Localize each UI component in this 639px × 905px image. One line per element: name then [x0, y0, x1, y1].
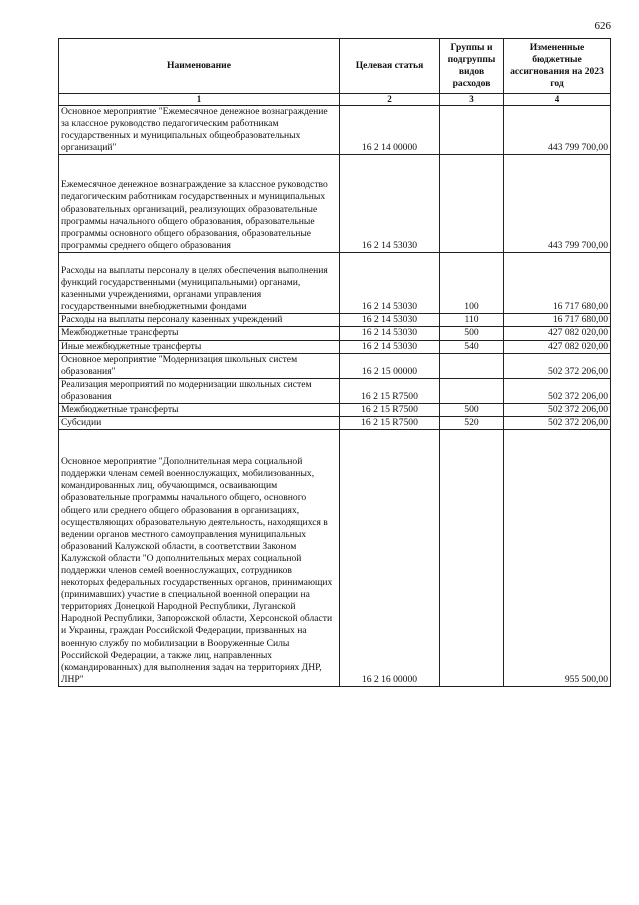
- table-row: [59, 252, 611, 313]
- table-row: [59, 327, 611, 340]
- row-group: [440, 353, 504, 378]
- header-group: Группы и подгруппы видов расходов: [440, 39, 504, 94]
- table-row: [59, 353, 611, 378]
- row-code: 16 2 14 53030: [340, 252, 440, 313]
- row-group: [440, 106, 504, 155]
- row-amount: 955 500,00: [504, 430, 611, 687]
- row-group: 110: [440, 314, 504, 327]
- row-code: 16 2 14 53030: [340, 155, 440, 253]
- column-number: 4: [504, 94, 611, 106]
- column-number: 2: [340, 94, 440, 106]
- row-code: 16 2 14 00000: [340, 106, 440, 155]
- row-group: [440, 430, 504, 687]
- row-name: Межбюджетные трансферты: [59, 403, 340, 416]
- row-code: 16 2 15 R7500: [340, 403, 440, 416]
- table-row: [59, 403, 611, 416]
- row-amount: 427 082 020,00: [504, 340, 611, 353]
- row-code: 16 2 14 53030: [340, 327, 440, 340]
- row-group: 500: [440, 327, 504, 340]
- row-name: Расходы на выплаты персоналу казенных учреждений: [59, 314, 340, 327]
- row-name: Субсидии: [59, 417, 340, 430]
- row-name: Основное мероприятие "Дополнительная мера социальной поддержки членам семей военнослужащих, мобилизованных, командированных лиц, обучающимся, осваивающим образовательные программы начального общего, основного общего или среднего общего образования в организациях, осуществляющих образовательную деятельность, находящихся в ведении органов местного самоуправления муниципальных образований Калужской области, в соответствии Законом Калужской области "О дополнительных мерах социальной поддержки членов семей военнослужащих, сотрудников некоторых федеральных государственных органов, принимающих (принимавших) участие в специальной военной операции на территориях Донецкой Народной Республики, Луганской Народной Республики, Запорожской области, Херсонской области и Украины, граждан Российской Федерации, призванных на военную службу по мобилизации в Вооруженные Силы Российской Федерации, а также лиц, направленных (командированных) для выполнения задач на территориях ДНР, ЛНР": [59, 430, 340, 687]
- row-amount: 502 372 206,00: [504, 353, 611, 378]
- table-row: [59, 430, 611, 687]
- table-row: [59, 340, 611, 353]
- page-number: 626: [594, 20, 611, 32]
- column-number: 3: [440, 94, 504, 106]
- row-amount: 443 799 700,00: [504, 155, 611, 253]
- table-row: [59, 378, 611, 403]
- row-group: 100: [440, 252, 504, 313]
- header-name: Наименование: [59, 39, 340, 94]
- table-row: [59, 106, 611, 155]
- row-amount: 16 717 680,00: [504, 314, 611, 327]
- budget-table: [58, 38, 611, 687]
- row-amount: 16 717 680,00: [504, 252, 611, 313]
- row-group: 520: [440, 417, 504, 430]
- row-amount: 502 372 206,00: [504, 417, 611, 430]
- row-name: Межбюджетные трансферты: [59, 327, 340, 340]
- row-code: 16 2 15 R7500: [340, 417, 440, 430]
- row-code: 16 2 14 53030: [340, 340, 440, 353]
- column-numbers-row: [59, 94, 611, 106]
- header-amount: Измененные бюджетные ассигнования на 2023 год: [504, 39, 611, 94]
- row-name: Основное мероприятие "Модернизация школьных систем образования": [59, 353, 340, 378]
- row-code: 16 2 15 R7500: [340, 378, 440, 403]
- table-row: [59, 417, 611, 430]
- row-name: Ежемесячное денежное вознаграждение за классное руководство педагогическим работникам государственных и муниципальных образовательных организаций, реализующих образовательные программы начального общего образования, образовательные программы основного общего образования, образовательные программы среднего общего образования: [59, 155, 340, 253]
- table-row: [59, 314, 611, 327]
- row-code: 16 2 16 00000: [340, 430, 440, 687]
- row-amount: 502 372 206,00: [504, 403, 611, 416]
- row-group: 540: [440, 340, 504, 353]
- row-group: [440, 378, 504, 403]
- row-name: Реализация мероприятий по модернизации школьных систем образования: [59, 378, 340, 403]
- row-name: Расходы на выплаты персоналу в целях обеспечения выполнения функций государственными (муниципальными) органами, казенными учреждениями, органами управления государственными внебюджетными фондами: [59, 252, 340, 313]
- row-group: 500: [440, 403, 504, 416]
- row-amount: 502 372 206,00: [504, 378, 611, 403]
- header-row: [59, 39, 611, 94]
- row-code: 16 2 15 00000: [340, 353, 440, 378]
- column-number: 1: [59, 94, 340, 106]
- row-name: Иные межбюджетные трансферты: [59, 340, 340, 353]
- row-group: [440, 155, 504, 253]
- row-code: 16 2 14 53030: [340, 314, 440, 327]
- row-amount: 427 082 020,00: [504, 327, 611, 340]
- row-name: Основное мероприятие "Ежемесячное денежное вознаграждение за классное руководство педагогическим работникам государственных и муниципальных общеобразовательных организаций": [59, 106, 340, 155]
- table-row: [59, 155, 611, 253]
- header-code: Целевая статья: [340, 39, 440, 94]
- row-amount: 443 799 700,00: [504, 106, 611, 155]
